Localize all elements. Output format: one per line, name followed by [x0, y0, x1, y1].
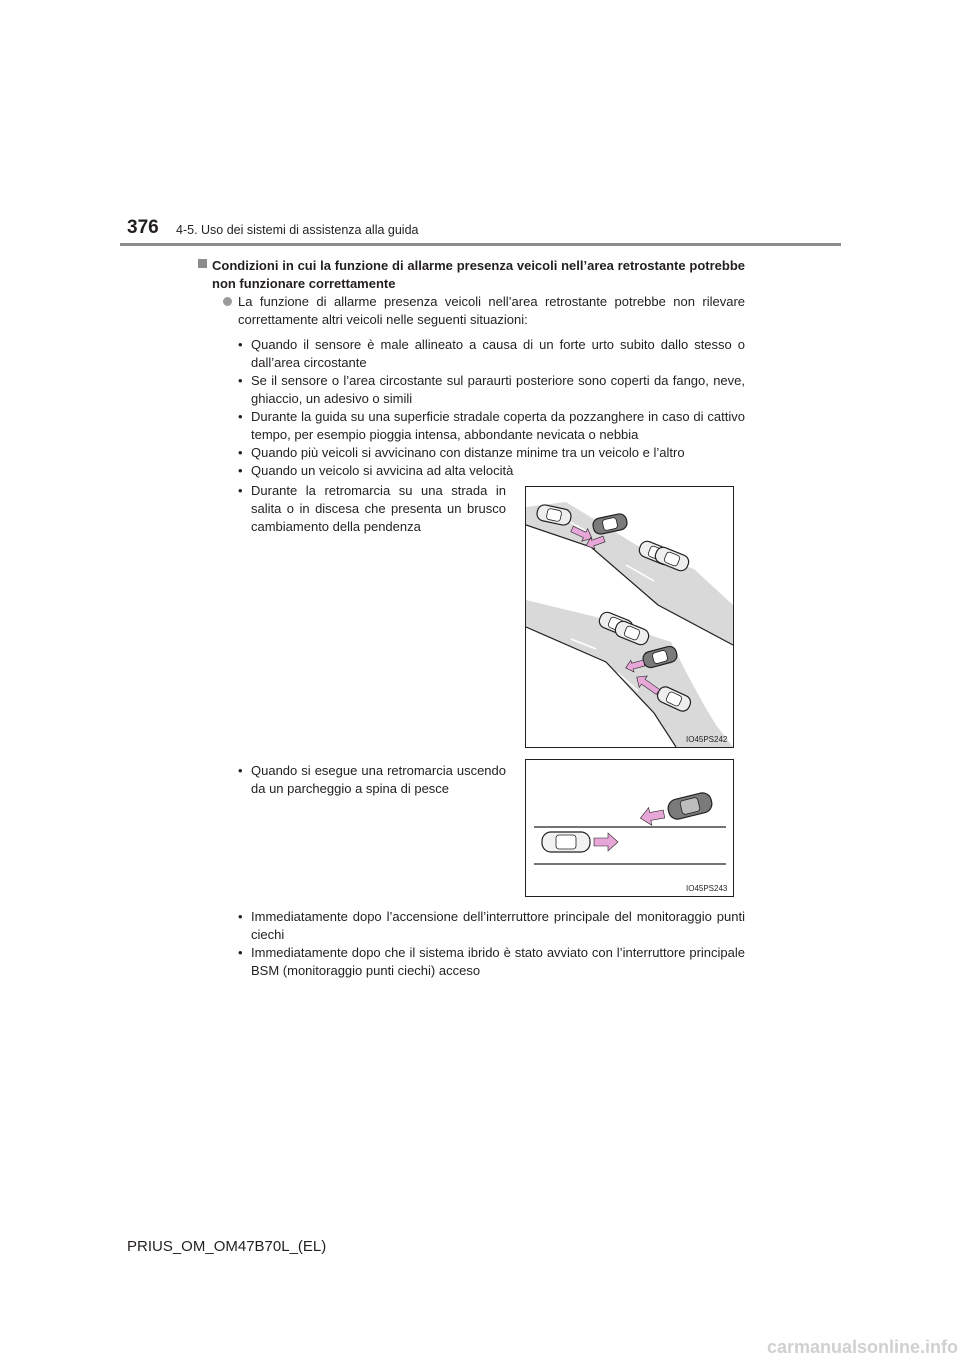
list-item: • Quando si esegue una retromarcia uscendo da un parcheggio a spina di pesce [238, 762, 506, 798]
parking-drawing [526, 760, 733, 896]
section-heading-text: Condizioni in cui la funzione di allarme presenza veicoli nell’area retrostante potrebbe non funzionare correttamente [212, 258, 745, 291]
slope-condition-list [238, 482, 506, 536]
intro-text: La funzione di allarme presenza veicoli nell’area retrostante potrebbe non rilevare correttamente altri veicoli nelle seguenti situazioni: [238, 294, 745, 327]
intro-paragraph [238, 293, 745, 329]
list-item: • Quando il sensore è male allineato a causa di un forte urto subito dallo stesso o dall’area circostante [238, 336, 745, 372]
document-code: PRIUS_OM_OM47B70L_(EL) [127, 1238, 327, 1255]
slope-illustration [525, 486, 734, 748]
list-item: • Durante la guida su una superficie stradale coperta da pozzanghere in caso di cattivo tempo, per esempio pioggia intensa, abbondante nevicata o nebbia [238, 408, 745, 444]
list-item: • Durante la retromarcia su una strada in salita o in discesa che presenta un brusco cambiamento della pendenza [238, 482, 506, 536]
page-number: 376 [127, 217, 159, 238]
figure-code: IO45PS242 [686, 735, 728, 744]
list-item: • Quando più veicoli si avvicinano con distanze minime tra un veicolo e l’altro [238, 444, 745, 462]
slope-road-drawing [526, 487, 733, 747]
parking-illustration [525, 759, 734, 897]
watermark-logo [0, 1336, 960, 1358]
square-bullet-icon [198, 259, 207, 268]
list-item: • Immediatamente dopo che il sistema ibrido è stato avviato con l’interruttore principale BSM (monitoraggio punti ciechi) acceso [238, 944, 745, 980]
parking-condition-list [238, 762, 506, 798]
section-heading [212, 257, 745, 293]
list-item: • Quando un veicolo si avvicina ad alta velocità [238, 462, 745, 480]
list-item: • Se il sensore o l’area circostante sul paraurti posteriore sono coperti da fango, neve, ghiaccio, un adesivo o simili [238, 372, 745, 408]
chapter-title: 4-5. Uso dei sistemi di assistenza alla guida [176, 223, 419, 237]
conditions-list [238, 336, 745, 480]
watermark-text: carmanualsonline.info [766, 1337, 958, 1357]
startup-conditions-list [238, 908, 745, 980]
header-divider [120, 243, 841, 246]
circle-bullet-icon [223, 297, 232, 306]
list-item: • Immediatamente dopo l’accensione dell’interruttore principale del monitoraggio punti ciechi [238, 908, 745, 944]
figure-code: IO45PS243 [686, 884, 728, 893]
